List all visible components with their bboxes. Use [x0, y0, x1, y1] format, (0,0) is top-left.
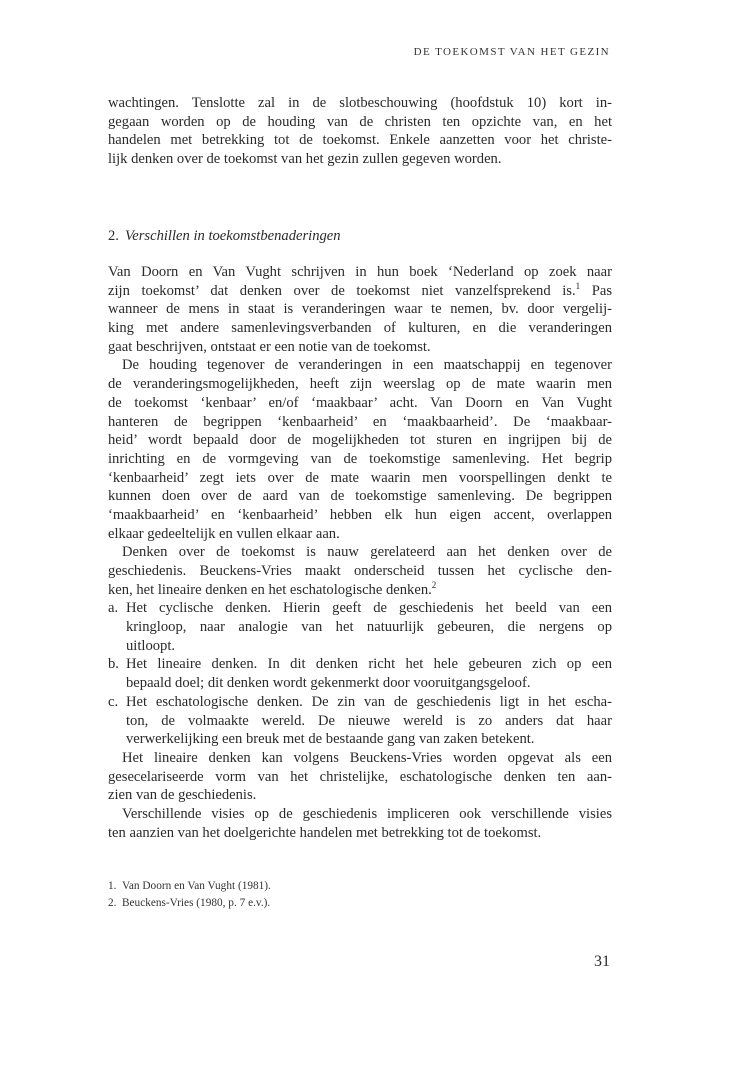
text-line: a. Het cyclische denken. Hierin geeft de geschiedenis het beeld van een — [108, 600, 612, 617]
text-line: zien van de geschiedenis. — [108, 787, 257, 804]
list-marker: c. — [108, 693, 119, 710]
text-line: kunnen doen over de aard van de toekomstige samenleving. De begrippen — [108, 488, 612, 505]
text-line: Verschillende visies op de geschiedenis impliceren ook verschillende visies — [122, 805, 612, 822]
text-line: Van Doorn en Van Vught schrijven in hun boek ‘Nederland op zoek naar — [108, 264, 612, 280]
running-head: DE TOEKOMST VAN HET GEZIN — [413, 46, 610, 58]
list-marker: b. — [108, 656, 119, 673]
text-line: uitloopt. — [126, 637, 176, 654]
footnote-text: Van Doorn en Van Vught (1981). — [122, 880, 271, 892]
text-line: Het lineaire denken kan volgens Beuckens-Vries worden opgevat als een — [122, 749, 612, 766]
paragraph — [108, 749, 612, 805]
paragraph — [108, 805, 612, 842]
text-line: bepaald doel; dit denken wordt gekenmerkt door vooruitgangsgeloof. — [126, 675, 531, 692]
text-line: heid’ wordt bepaald door de mogelijkheden tot sturen en ingrijpen bij de — [108, 432, 612, 449]
footnote-number: 1. — [108, 880, 117, 892]
text-line: handelen met betrekking tot de toekomst. Enkele aanzetten voor het christe- — [108, 132, 612, 149]
footnote-text: Beuckens-Vries (1980, p. 7 e.v.). — [122, 897, 271, 909]
text-line: c. Het eschatologische denken. De zin van de geschiedenis ligt in het escha- — [108, 693, 612, 710]
text-line: ten aanzien van het doelgerichte handelen met betrekking tot de toekomst. — [108, 824, 542, 841]
text-line: gaat beschrijven, ontstaat er een notie van de toekomst. — [108, 338, 431, 355]
paragraph — [108, 94, 612, 169]
text-line: inrichting en de vormgeving van de toekomstige samenleving. Het begrip — [108, 450, 612, 467]
body-text — [108, 263, 612, 842]
intro-text — [108, 94, 612, 169]
text-line: verwerkelijking een breuk met de bestaande gang van zaken betekent. — [126, 731, 535, 748]
footnote-number: 2. — [108, 897, 117, 909]
page-number: 31 — [594, 953, 610, 970]
text-line: hanteren de begrippen ‘kenbaarheid’ en ‘maakbaarheid’. De ‘maakbaar- — [108, 413, 612, 430]
list-marker: a. — [108, 600, 119, 617]
list-item — [108, 599, 612, 655]
section-heading — [108, 228, 341, 245]
text-line: De houding tegenover de veranderingen in een maatschappij en tegenover — [122, 357, 612, 374]
text-line: lijk denken over de toekomst van het gezin zullen gegeven worden. — [108, 151, 502, 168]
text-line: b. Het lineaire denken. In dit denken richt het hele gebeuren zich op een — [108, 656, 612, 673]
text-line: Denken over de toekomst is nauw gerelateerd aan het denken over de — [122, 544, 612, 561]
text-line: ken, het lineaire denken en het eschatologische denken.$^2$ — [108, 579, 437, 598]
footnote — [108, 895, 271, 912]
section-title: Verschillen in toekomstbenaderingen — [124, 228, 341, 244]
paragraph — [108, 263, 612, 356]
text-line: de veranderingsmogelijkheden, heeft zijn weerslag op de mate waarin men — [108, 376, 612, 393]
text-line: ton, de volmaakte wereld. De nieuwe wereld is zo anders dat haar — [126, 712, 612, 729]
footnote — [108, 878, 271, 895]
section-number: 2. — [108, 228, 119, 244]
text-line: gegaan worden op de houding van de christen ten opzichte van, en het — [108, 113, 612, 130]
text-line: wanneer de mens in staat is veranderingen waar te nemen, bv. door vergelij- — [108, 301, 612, 318]
list-item — [108, 655, 612, 692]
text-line: ‘maakbaarheid’ en ‘kenbaarheid’ hebben elk hun eigen accent, overlappen — [108, 506, 612, 523]
footnote-ref: 1 — [575, 280, 581, 291]
text-line: zijn toekomst’ dat denken over de toekomst niet vanzelfsprekend is.$^1$ Pas — [108, 280, 613, 299]
text-line: gesecelariseerde vorm van het christelijke, eschatologische denken ten aan- — [108, 768, 612, 785]
text-line: geschiedenis. Beuckens-Vries maakt onderscheid tussen het cyclische den- — [108, 563, 612, 579]
paragraph — [108, 543, 612, 599]
text-line: wachtingen. Tenslotte zal in de slotbeschouwing (hoofdstuk 10) kort in- — [108, 95, 612, 111]
text-line: de toekomst ‘kenbaar’ en/of ‘maakbaar’ acht. Van Doorn en Van Vught — [108, 394, 612, 411]
text-line: elkaar gedeeltelijk en vullen elkaar aan. — [108, 525, 340, 542]
footnotes — [108, 878, 271, 912]
text-line: kringloop, naar analogie van het natuurlijk gebeuren, die nergens op — [126, 619, 612, 636]
text-line: ‘kenbaarheid’ zegt iets over de mate waarin men voorspellingen denkt te — [108, 469, 612, 486]
paragraph — [108, 356, 612, 543]
text-line: king met andere samenlevingsverbanden of kulturen, en die veranderingen — [108, 320, 612, 337]
footnote-ref: 2 — [431, 579, 437, 590]
list-item — [108, 693, 612, 749]
